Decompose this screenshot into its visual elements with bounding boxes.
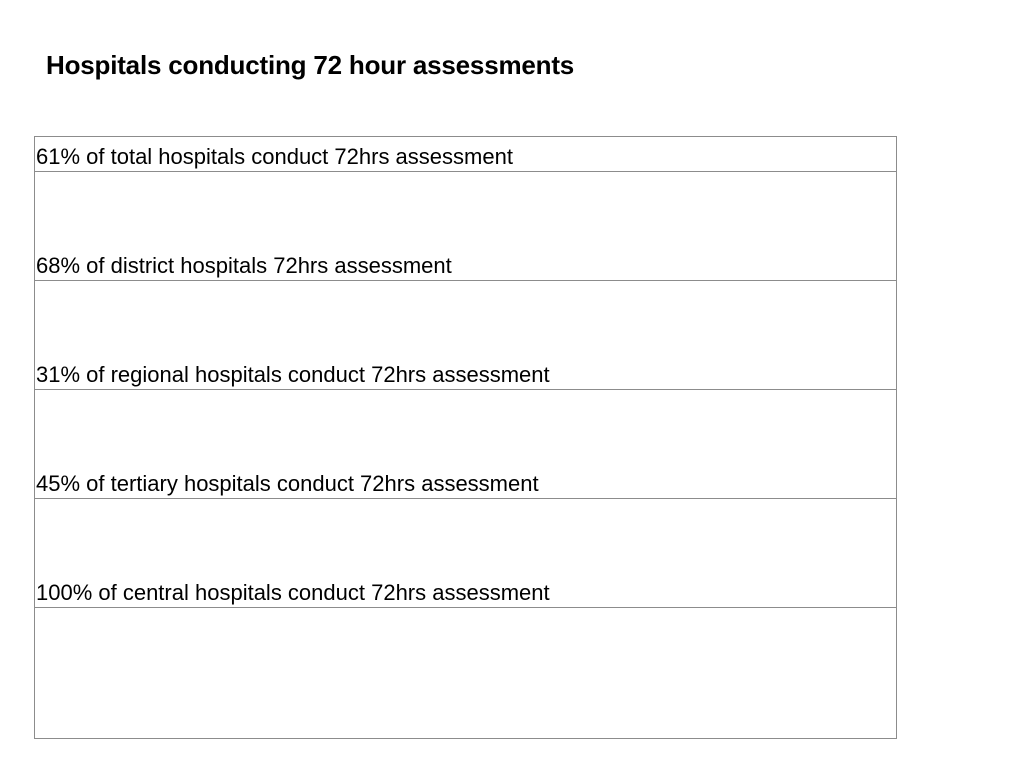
table-row — [35, 608, 897, 739]
table-cell-empty — [35, 608, 897, 739]
table-cell-regional: 31% of regional hospitals conduct 72hrs assessment — [35, 281, 897, 390]
table-cell-total: 61% of total hospitals conduct 72hrs assessment — [35, 137, 897, 172]
table-row — [35, 137, 897, 172]
table-row — [35, 390, 897, 499]
slide-title: Hospitals conducting 72 hour assessments — [46, 50, 575, 80]
table-cell-central: 100% of central hospitals conduct 72hrs assessment — [35, 499, 897, 608]
table-row — [35, 499, 897, 608]
assessment-table — [34, 136, 897, 739]
table-cell-tertiary: 45% of tertiary hospitals conduct 72hrs assessment — [35, 390, 897, 499]
table-row — [35, 281, 897, 390]
table-cell-district: 68% of district hospitals 72hrs assessment — [35, 172, 897, 281]
table-row — [35, 172, 897, 281]
